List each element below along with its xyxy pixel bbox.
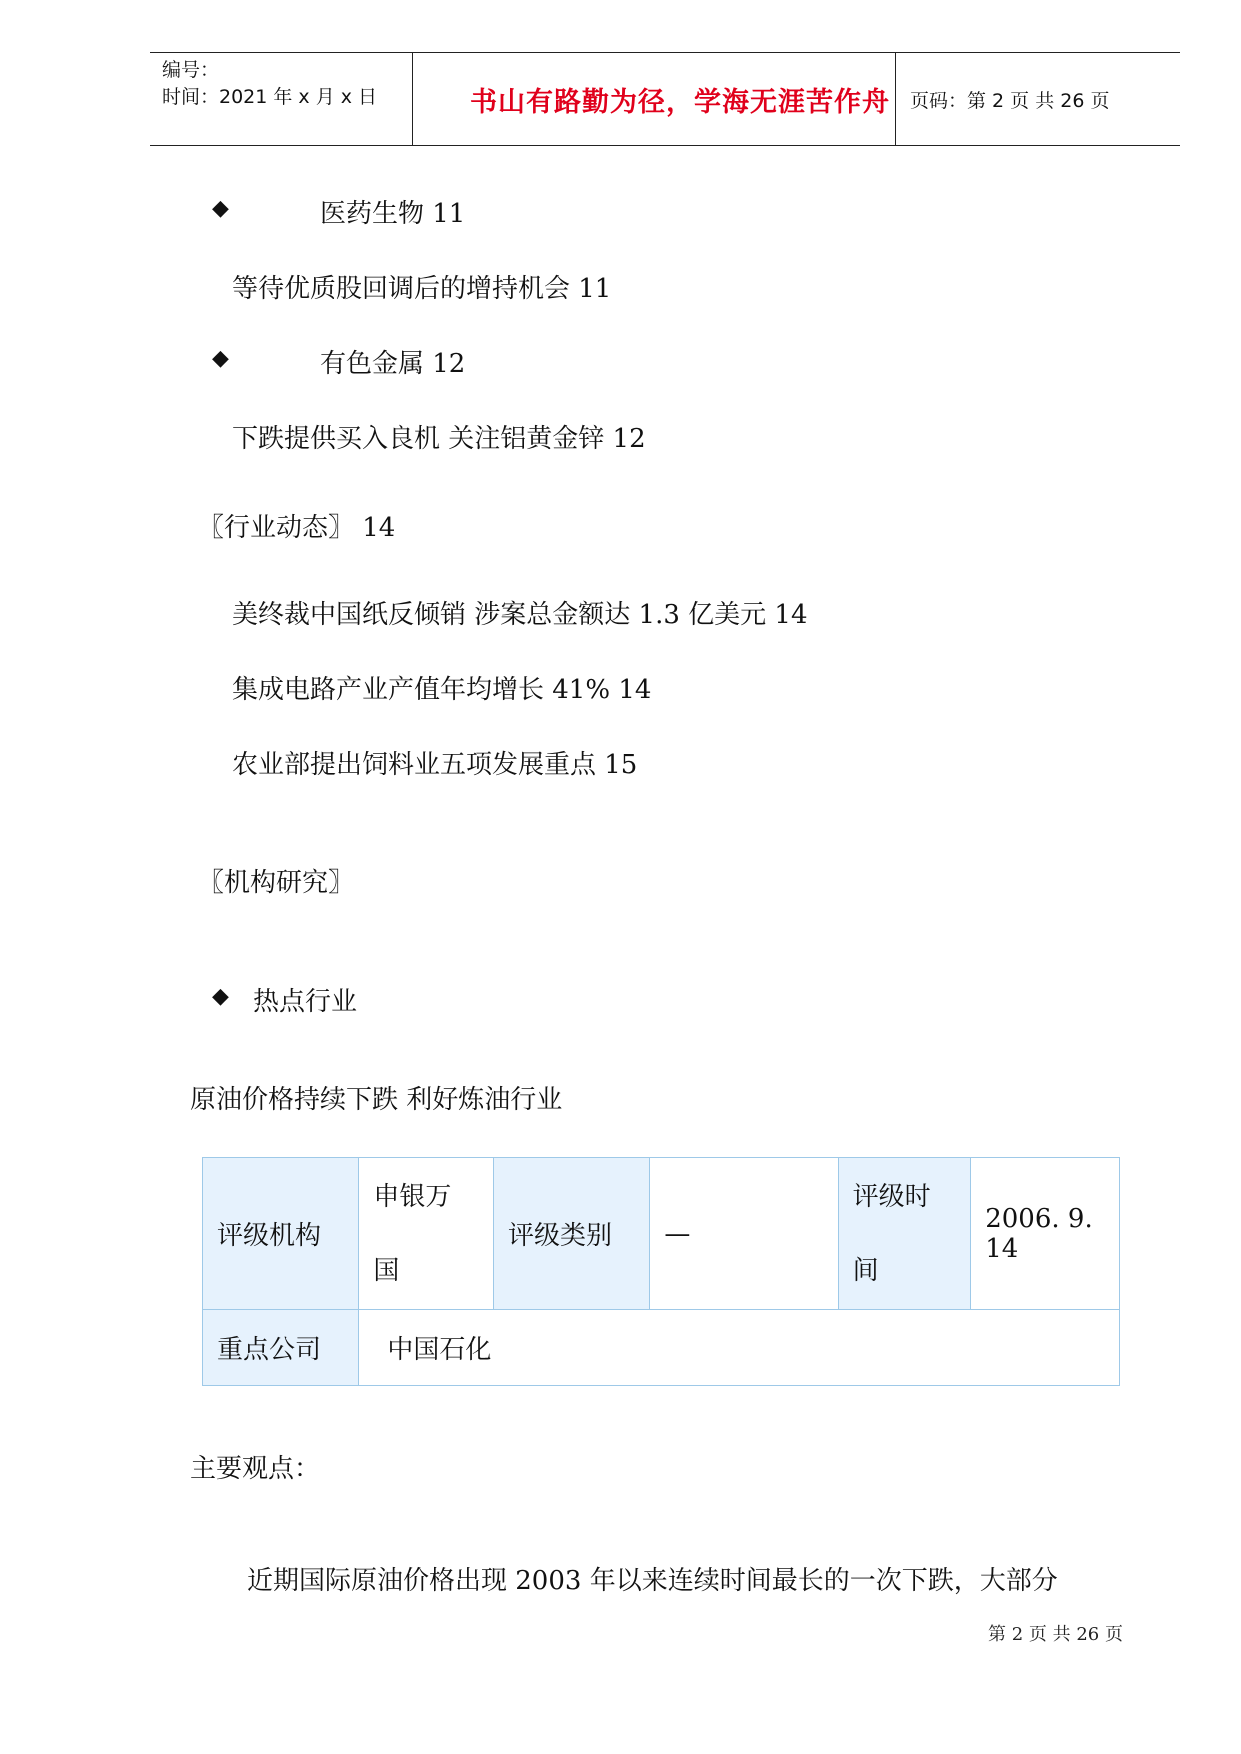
toc-sub-item[interactable]: 等待优质股回调后的增持机会 11 — [232, 274, 612, 304]
header-meta — [162, 57, 377, 111]
views-label: 主要观点： — [190, 1454, 321, 1484]
toc-section-title[interactable]: 医药生物 11 — [320, 199, 466, 229]
page-header — [150, 52, 1180, 146]
type-value-cell: — — [650, 1158, 838, 1310]
time-value-cell: 2006. 9. 14 — [971, 1158, 1120, 1310]
toc-section-title[interactable]: 有色金属 12 — [320, 349, 466, 379]
table-row — [203, 1158, 1120, 1310]
header-divider — [412, 53, 413, 145]
diamond-bullet-icon: ◆ — [212, 196, 229, 221]
research-heading: 〖机构研究〗 — [198, 868, 355, 898]
company-label-cell: 重点公司 — [203, 1310, 359, 1386]
body-paragraph: 近期国际原油价格出现 2003 年以来连续时间最长的一次下跌，大部分 — [247, 1566, 1058, 1596]
hot-industry-label: 热点行业 — [253, 987, 358, 1017]
serial-label: 编号： — [162, 59, 220, 81]
industry-news-heading[interactable]: 〖行业动态〗 14 — [198, 513, 396, 543]
rating-table — [202, 1157, 1120, 1386]
date-label: 时间：2021 年 x 月 x 日 — [162, 86, 378, 108]
time-label-cell: 评级时 间 — [838, 1158, 971, 1310]
org-value-cell: 申银万 国 — [359, 1158, 494, 1310]
type-label-cell: 评级类别 — [493, 1158, 649, 1310]
diamond-bullet-icon: ◆ — [212, 984, 229, 1009]
company-value-cell: 中国石化 — [359, 1310, 1120, 1386]
header-divider — [895, 53, 896, 145]
article-title: 原油价格持续下跌 利好炼油行业 — [190, 1085, 563, 1115]
header-page-info: 页码：第 2 页 共 26 页 — [910, 89, 1110, 112]
news-item[interactable]: 农业部提出饲料业五项发展重点 15 — [232, 750, 638, 780]
table-row — [203, 1310, 1120, 1386]
news-item[interactable]: 美终裁中国纸反倾销 涉案总金额达 1.3 亿美元 14 — [232, 600, 808, 630]
news-item[interactable]: 集成电路产业产值年均增长 41% 14 — [232, 675, 652, 705]
diamond-bullet-icon: ◆ — [212, 346, 229, 371]
toc-sub-item[interactable]: 下跌提供买入良机 关注铝黄金锌 12 — [232, 424, 646, 454]
page-footer: 第 2 页 共 26 页 — [988, 1624, 1123, 1645]
org-label-cell: 评级机构 — [203, 1158, 359, 1310]
header-motto: 书山有路勤为径，学海无涯苦作舟 — [470, 86, 890, 118]
